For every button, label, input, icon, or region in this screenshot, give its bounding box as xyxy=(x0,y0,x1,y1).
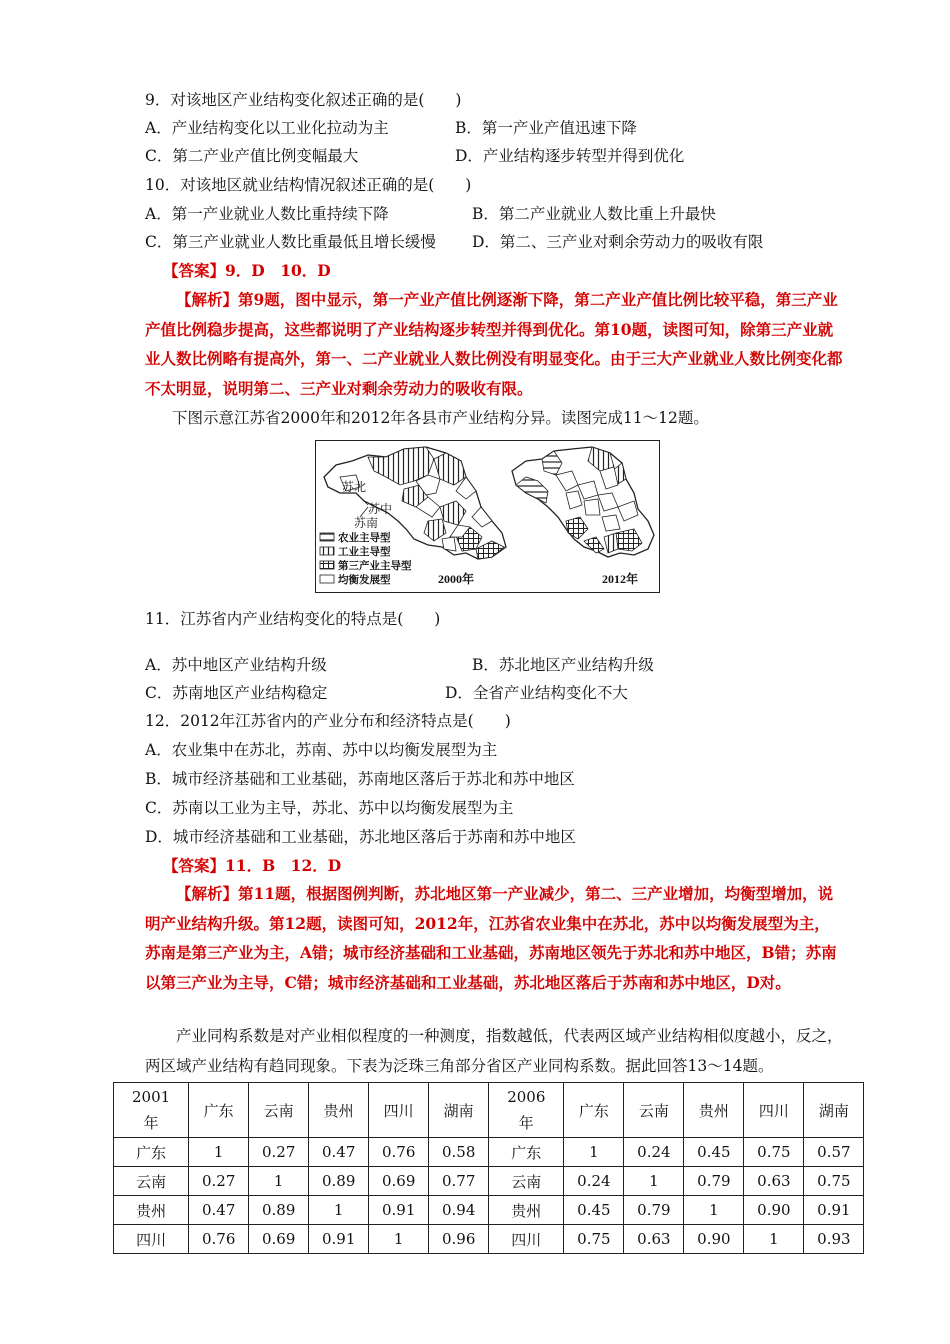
cell: 0.63 xyxy=(744,1167,804,1196)
explanation-2-label: 【解析】 xyxy=(176,884,239,903)
header-year-2001: 2001年 xyxy=(114,1083,189,1138)
cell: 0.24 xyxy=(564,1167,624,1196)
cell: 0.58 xyxy=(429,1138,489,1167)
row-name: 云南 xyxy=(114,1167,189,1196)
cell: 0.75 xyxy=(564,1225,624,1254)
map-legend xyxy=(320,531,412,586)
cell: 0.90 xyxy=(684,1225,744,1254)
cell: 0.69 xyxy=(249,1225,309,1254)
label-suzhong: 苏中 xyxy=(368,502,393,516)
cell: 1 xyxy=(369,1225,429,1254)
header-col: 广东 xyxy=(189,1083,249,1138)
question-10-stem: 10．对该地区就业结构情况叙述正确的是( ) xyxy=(145,176,472,194)
explanation-1-text: 第9题，图中显示，第一产业产值比例逐渐下降，第二产业产值比例比较平稳，第三产业产值比例稳步提高，这些都说明了产业结构逐步转型并得到优化。第10题，读图可知，除第三产业就业人数比例略有提高外，第一、二产业就业人数比例没有明显变化。由于三大产业就业人数比例变化都不太明显，说明第二、三产业对剩余劳动力的吸收有限。 xyxy=(145,290,843,398)
cell: 0.57 xyxy=(804,1138,864,1167)
header-col: 湖南 xyxy=(804,1083,864,1138)
question-10-option-d: D．第二、三产业对剩余劳动力的吸收有限 xyxy=(472,233,764,251)
cell: 0.63 xyxy=(624,1225,684,1254)
answer-2-label: 【答案】 xyxy=(163,856,226,875)
explanation-1 xyxy=(145,285,845,403)
question-12-option-c: C．苏南以工业为主导，苏北、苏中以均衡发展型为主 xyxy=(145,799,514,817)
question-12-stem: 12．2012年江苏省内的产业分布和经济特点是( ) xyxy=(145,712,511,730)
year-label-2000: 2000年 xyxy=(438,572,475,586)
header-col: 四川 xyxy=(744,1083,804,1138)
cell: 0.79 xyxy=(684,1167,744,1196)
cell: 1 xyxy=(189,1138,249,1167)
cell: 1 xyxy=(564,1138,624,1167)
table-header-row xyxy=(114,1083,864,1138)
answer-2 xyxy=(163,856,341,876)
row-name: 云南 xyxy=(489,1167,564,1196)
cell: 0.89 xyxy=(309,1167,369,1196)
year-label-2012: 2012年 xyxy=(602,572,639,586)
label-sunan: 苏南 xyxy=(354,516,379,530)
cell: 0.47 xyxy=(309,1138,369,1167)
answer-1-text: 9．D 10．D xyxy=(225,261,331,280)
legend-tertiary: 第三产业主导型 xyxy=(338,560,412,572)
question-9-option-a: A．产业结构变化以工业化拉动为主 xyxy=(145,119,389,137)
question-11-option-d: D．全省产业结构变化不大 xyxy=(445,684,628,702)
question-11-stem: 11．江苏省内产业结构变化的特点是( ) xyxy=(145,610,441,628)
cell: 1 xyxy=(309,1196,369,1225)
table-intro xyxy=(145,1022,845,1081)
table-row xyxy=(114,1225,864,1254)
question-10-option-a: A．第一产业就业人数比重持续下降 xyxy=(145,205,389,223)
legend-balanced: 均衡发展型 xyxy=(338,574,391,586)
table-row xyxy=(114,1138,864,1167)
cell: 1 xyxy=(624,1167,684,1196)
legend-agriculture: 农业主导型 xyxy=(338,532,391,544)
cell: 0.77 xyxy=(429,1167,489,1196)
row-name: 贵州 xyxy=(114,1196,189,1225)
cell: 0.91 xyxy=(804,1196,864,1225)
question-12-option-b: B．城市经济基础和工业基础，苏南地区落后于苏北和苏中地区 xyxy=(145,770,575,788)
cell: 0.90 xyxy=(744,1196,804,1225)
cell: 0.76 xyxy=(189,1225,249,1254)
cell: 0.91 xyxy=(309,1225,369,1254)
cell: 1 xyxy=(744,1225,804,1254)
table-row xyxy=(114,1196,864,1225)
row-name: 四川 xyxy=(114,1225,189,1254)
cell: 0.94 xyxy=(429,1196,489,1225)
map-svg xyxy=(316,441,658,591)
label-subei: 苏北 xyxy=(342,480,367,494)
cell: 0.93 xyxy=(804,1225,864,1254)
question-9-stem: 9．对该地区产业结构变化叙述正确的是( ) xyxy=(145,91,462,109)
question-9-option-d: D．产业结构逐步转型并得到优化 xyxy=(455,147,685,165)
question-12-option-d: D．城市经济基础和工业基础，苏北地区落后于苏南和苏中地区 xyxy=(145,828,576,846)
figure-intro: 下图示意江苏省2000年和2012年各县市产业结构分异。读图完成11～12题。 xyxy=(172,409,709,427)
question-10-option-b: B．第二产业就业人数比重上升最快 xyxy=(472,205,716,223)
row-name: 四川 xyxy=(489,1225,564,1254)
cell: 0.75 xyxy=(744,1138,804,1167)
header-col: 云南 xyxy=(249,1083,309,1138)
cell: 0.47 xyxy=(189,1196,249,1225)
header-col: 湖南 xyxy=(429,1083,489,1138)
question-11-option-c: C．苏南地区产业结构稳定 xyxy=(145,684,328,702)
legend-industry: 工业主导型 xyxy=(338,546,391,558)
cell: 0.69 xyxy=(369,1167,429,1196)
question-10-option-c: C．第三产业就业人数比重最低且增长缓慢 xyxy=(145,233,436,251)
jiangsu-industry-map-figure xyxy=(315,440,660,593)
cell: 0.27 xyxy=(189,1167,249,1196)
question-12-option-a: A．农业集中在苏北，苏南、苏中以均衡发展型为主 xyxy=(145,741,498,759)
row-name: 广东 xyxy=(489,1138,564,1167)
explanation-1-label: 【解析】 xyxy=(176,290,239,309)
question-9-option-b: B．第一产业产值迅速下降 xyxy=(455,119,637,137)
header-col: 广东 xyxy=(564,1083,624,1138)
cell: 0.76 xyxy=(369,1138,429,1167)
answer-1 xyxy=(163,261,331,281)
question-11-option-a: A．苏中地区产业结构升级 xyxy=(145,656,327,674)
cell: 0.45 xyxy=(564,1196,624,1225)
answer-1-label: 【答案】 xyxy=(163,261,226,280)
cell: 0.91 xyxy=(369,1196,429,1225)
table-intro-text: 产业同构系数是对产业相似程度的一种测度，指数越低，代表两区域产业结构相似度越小，反之，两区域产业结构有趋同现象。下表为泛珠三角部分省区产业同构系数。据此回答13～14题。 xyxy=(145,1027,843,1075)
question-9-option-c: C．第二产业产值比例变幅最大 xyxy=(145,147,359,165)
explanation-2 xyxy=(145,879,845,997)
header-col: 贵州 xyxy=(684,1083,744,1138)
cell: 0.27 xyxy=(249,1138,309,1167)
table-row xyxy=(114,1167,864,1196)
header-col: 四川 xyxy=(369,1083,429,1138)
cell: 0.75 xyxy=(804,1167,864,1196)
cell: 1 xyxy=(684,1196,744,1225)
answer-2-text: 11．B 12．D xyxy=(225,856,342,875)
cell: 0.96 xyxy=(429,1225,489,1254)
row-name: 广东 xyxy=(114,1138,189,1167)
header-col: 云南 xyxy=(624,1083,684,1138)
cell: 0.89 xyxy=(249,1196,309,1225)
cell: 0.79 xyxy=(624,1196,684,1225)
row-name: 贵州 xyxy=(489,1196,564,1225)
cell: 0.45 xyxy=(684,1138,744,1167)
cell: 1 xyxy=(249,1167,309,1196)
similarity-coefficient-table xyxy=(113,1082,864,1254)
map-2012 xyxy=(512,447,654,557)
cell: 0.24 xyxy=(624,1138,684,1167)
header-year-2006: 2006年 xyxy=(489,1083,564,1138)
header-col: 贵州 xyxy=(309,1083,369,1138)
question-11-option-b: B．苏北地区产业结构升级 xyxy=(472,656,654,674)
explanation-2-text: 第11题，根据图例判断，苏北地区第一产业减少，第二、三产业增加，均衡型增加，说明产业结构升级。第12题，读图可知，2012年，江苏省农业集中在苏北，苏中以均衡发展型为主，苏南是第三产业为主，A错；城市经济基础和工业基础，苏南地区领先于苏北和苏中地区，B错；苏南以第三产业为主导，C错；城市经济基础和工业基础，苏北地区落后于苏南和苏中地区，D对。 xyxy=(145,884,837,992)
